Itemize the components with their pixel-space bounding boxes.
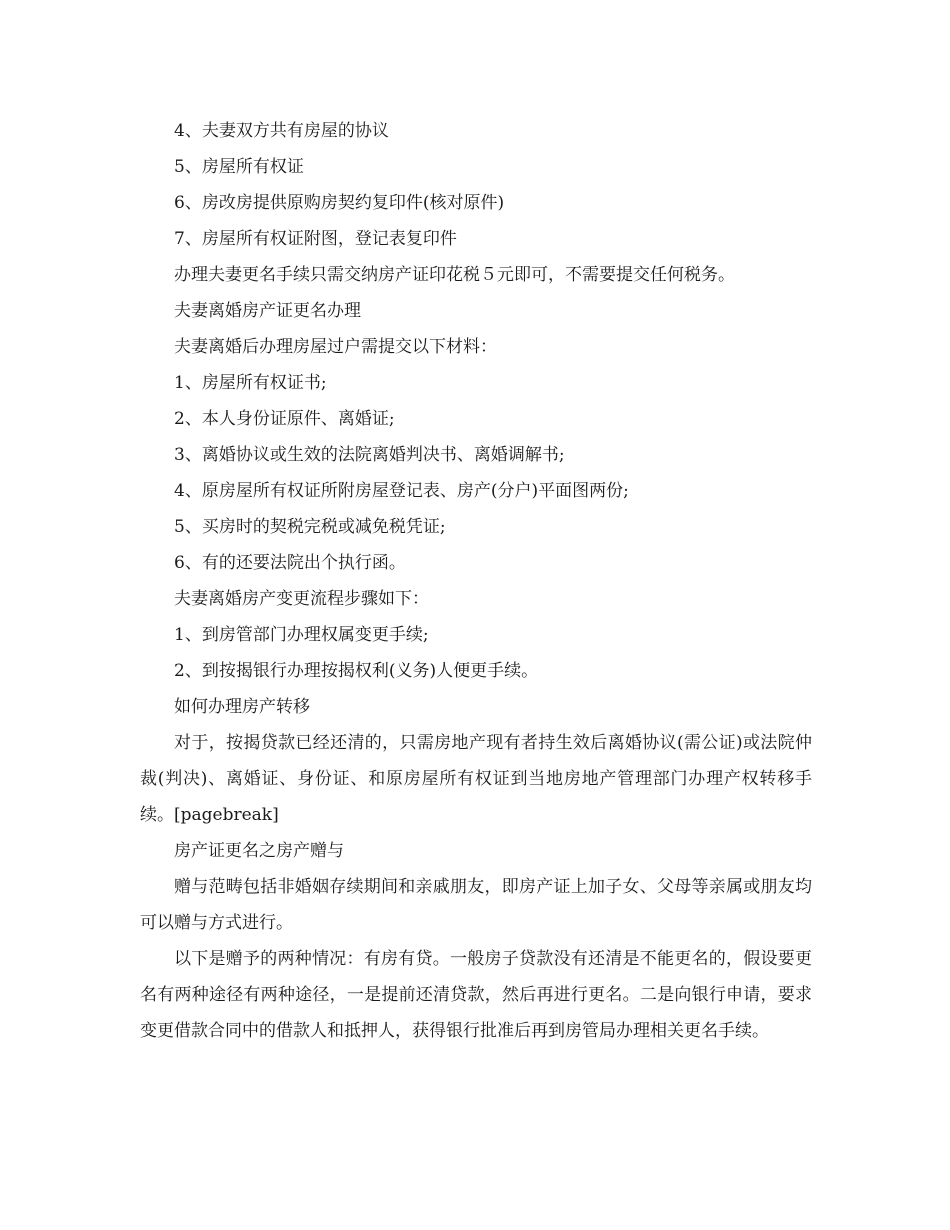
list-item-contract-copy: 6、房改房提供原购房契约复印件(核对原件) [174,193,505,213]
process-step-1: 1、到房管部门办理权属变更手续; [174,625,429,645]
list-item-agreement: 4、夫妻双方共有房屋的协议 [174,121,389,141]
process-step-2: 2、到按揭银行办理按揭权利(义务)人便更手续。 [174,661,539,681]
material-item-6: 6、有的还要法院出个执行函。 [174,553,406,573]
paragraph-gift-cases: 以下是赠予的两种情况：有房有贷。一般房子贷款没有还清是不能更名的，假设要更名有两种途径有两种途径，一是提前还清贷款，然后再进行更名。二是向银行申请，要求变更借款合同中的借款人和抵押人，获得银行批准后再到房管局办理相关更名手续。 [140,949,812,1041]
paragraph-gift: 赠与范畴包括非婚姻存续期间和亲戚朋友，即房产证上加子女、父母等亲属或朋友均可以赠与方式进行。 [140,877,812,933]
document-body [140,113,812,1049]
section-heading-divorce: 夫妻离婚房产证更名办理 [174,301,361,321]
section-heading-gift: 房产证更名之房产赠与 [174,841,344,861]
material-item-2: 2、本人身份证原件、离婚证; [174,409,395,429]
material-item-1: 1、房屋所有权证书; [174,373,327,393]
material-item-4: 4、原房屋所有权证所附房屋登记表、房产(分户)平面图两份; [174,481,629,501]
paragraph-transfer: 对于，按揭贷款已经还清的，只需房地产现有者持生效后离婚协议(需公证)或法院仲裁(判决)、离婚证、身份证、和原房屋所有权证到当地房地产管理部门办理产权转移手续。[pagebreak] [140,733,812,825]
stamp-tax-note: 办理夫妻更名手续只需交纳房产证印花税５元即可，不需要提交任何税务。 [174,265,735,285]
process-intro: 夫妻离婚房产变更流程步骤如下： [174,589,429,609]
section-heading-transfer: 如何办理房产转移 [174,697,310,717]
materials-intro: 夫妻离婚后办理房屋过户需提交以下材料： [174,337,497,357]
list-item-attached-map: 7、房屋所有权证附图，登记表复印件 [174,229,457,249]
list-item-ownership-cert: 5、房屋所有权证 [174,157,304,177]
material-item-3: 3、离婚协议或生效的法院离婚判决书、离婚调解书; [174,445,565,465]
material-item-5: 5、买房时的契税完税或减免税凭证; [174,517,446,537]
